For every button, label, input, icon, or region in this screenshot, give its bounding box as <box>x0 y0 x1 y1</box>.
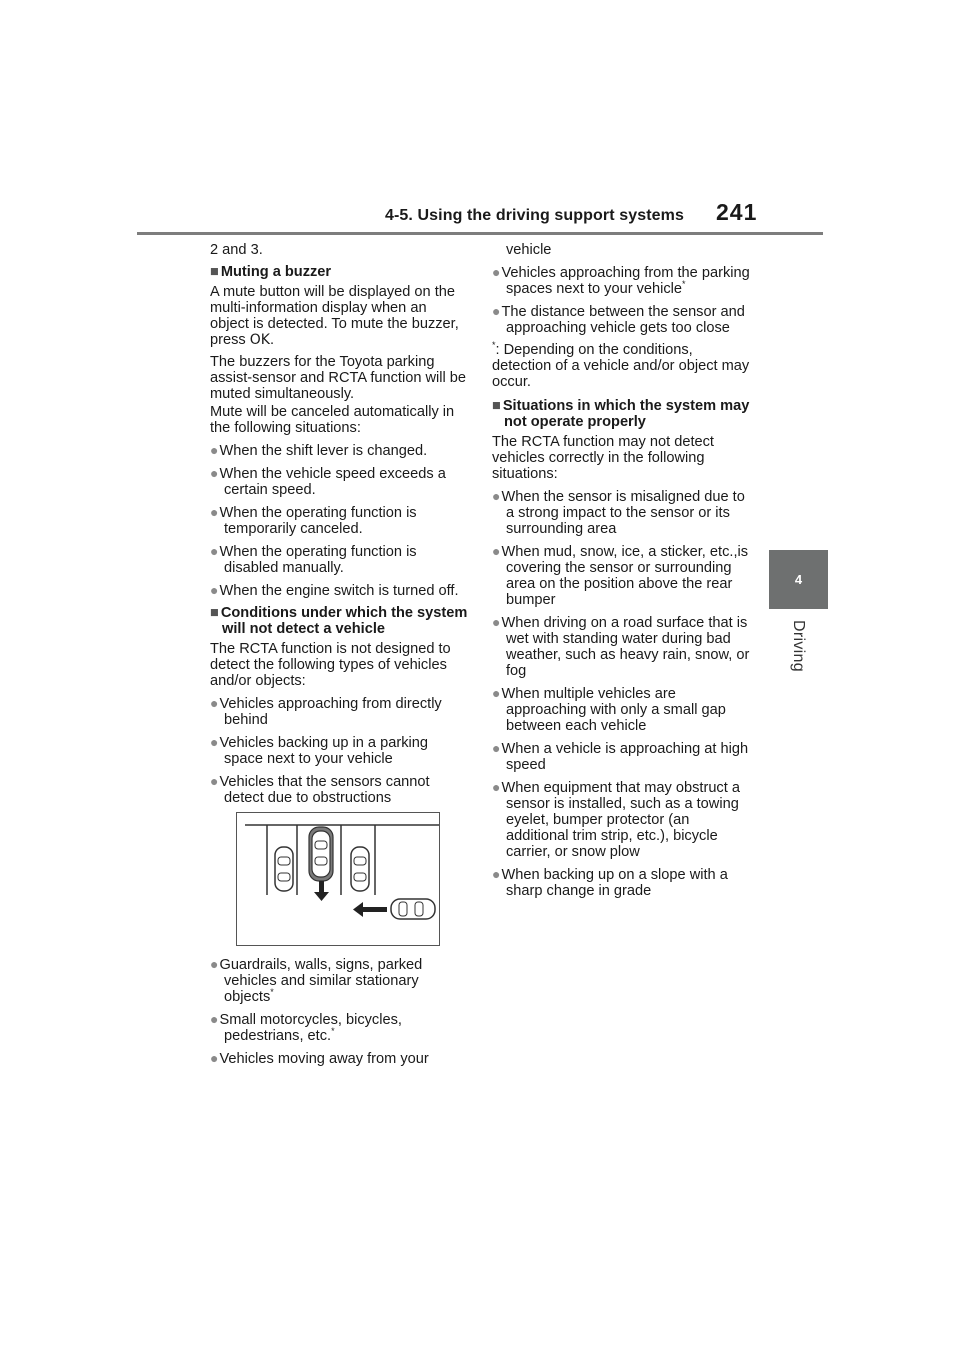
own-vehicle-icon <box>309 827 333 881</box>
list-item <box>210 543 468 576</box>
list-item-text: The distance between the sensor and approaching vehicle gets too close <box>501 304 745 336</box>
chapter-label: Driving <box>790 620 807 672</box>
list-item <box>210 956 468 1005</box>
circle-bullet-icon: ● <box>492 488 501 504</box>
circle-bullet-icon: ● <box>492 685 501 701</box>
list-item-text: When equipment that may obstruct a sensor is installed, such as a towing eyelet, bumper protector (an additional trim strip, etc.), bicycle carrier, or snow plow <box>501 780 740 860</box>
parking-diagram-icon <box>237 813 439 945</box>
list-item <box>210 773 468 806</box>
list-item-text: When backing up on a slope with a sharp change in grade <box>501 867 728 899</box>
list-item <box>492 614 750 679</box>
paragraph <box>210 284 468 348</box>
list-item <box>210 465 468 498</box>
circle-bullet-icon: ● <box>492 264 501 280</box>
list-item-text: When driving on a road surface that is wet with standing water during bad weather, such as heavy rain, snow, or fog <box>501 615 750 679</box>
footnote-mark: * <box>682 279 686 289</box>
list-item <box>210 1050 468 1067</box>
circle-bullet-icon: ● <box>210 504 219 520</box>
paragraph-text: A mute button will be displayed on the multi-information display when an object is detected. To mute the buzzer, press <box>210 284 459 348</box>
list-item-text: When multiple vehicles are approaching with only a small gap between each vehicle <box>501 686 726 734</box>
paragraph: The RCTA function is not designed to detect the following types of vehicles and/or objects: <box>210 641 451 689</box>
circle-bullet-icon: ● <box>492 866 501 882</box>
section-title: 4-5. Using the driving support systems <box>385 207 684 224</box>
square-marker-icon: ■ <box>492 398 501 414</box>
list-item <box>210 582 468 599</box>
ok-button-glyph: OK <box>249 332 270 348</box>
footnote-mark: * <box>492 340 496 350</box>
list-item-text: Small motorcycles, bicycles, pedestrians, etc. <box>219 1012 402 1044</box>
list-item-text: Vehicles approaching from directly behind <box>219 696 442 728</box>
list-item-text: Vehicles moving away from your <box>219 1051 429 1067</box>
list-item <box>210 734 468 767</box>
list-item <box>492 303 750 336</box>
paragraph: The buzzers for the Toyota parking assist-sensor and RCTA function will be muted simultaneously. <box>210 354 467 402</box>
circle-bullet-icon: ● <box>210 442 219 458</box>
paragraph: Mute will be canceled automatically in the following situations: <box>210 404 455 436</box>
list-item-text: When mud, snow, ice, a sticker, etc.,is covering the sensor or surrounding area on the position above the rear bumper <box>501 544 749 608</box>
circle-bullet-icon: ● <box>210 465 219 481</box>
list-item-text: When the engine switch is turned off. <box>219 583 459 599</box>
circle-bullet-icon: ● <box>210 956 219 972</box>
circle-bullet-icon: ● <box>492 740 501 756</box>
list-item <box>492 866 750 899</box>
section-heading <box>210 264 468 280</box>
section-heading <box>210 605 468 637</box>
section-heading <box>492 398 750 430</box>
circle-bullet-icon: ● <box>210 582 219 598</box>
chapter-tab[interactable] <box>769 550 828 609</box>
list-item <box>210 504 468 537</box>
circle-bullet-icon: ● <box>210 1011 219 1027</box>
heading-text: Situations in which the system may not operate properly <box>502 398 750 430</box>
page-number: 241 <box>716 199 758 225</box>
circle-bullet-icon: ● <box>210 773 219 789</box>
list-item <box>492 264 750 297</box>
heading-text: Conditions under which the system will not detect a vehicle <box>220 605 468 637</box>
list-item <box>492 685 750 734</box>
continuation-text: vehicle <box>506 242 552 258</box>
list-item <box>492 488 750 537</box>
list-item <box>492 779 750 860</box>
list-item-text: When the operating function is temporarily canceled. <box>219 505 417 537</box>
list-item-text: When the vehicle speed exceeds a certain speed. <box>219 466 446 498</box>
list-item-text: Vehicles approaching from the parking spaces next to your vehicle <box>501 265 750 297</box>
list-item-text: When the sensor is misaligned due to a strong impact to the sensor or its surrounding area <box>501 489 745 537</box>
circle-bullet-icon: ● <box>492 303 501 319</box>
heading-text: Muting a buzzer <box>220 264 332 280</box>
parked-car-icon <box>275 847 293 891</box>
approach-arrow-icon <box>353 902 387 917</box>
paragraph: The RCTA function may not detect vehicles correctly in the following situations: <box>492 434 714 482</box>
parked-car-icon <box>351 847 369 891</box>
list-item <box>210 1011 468 1044</box>
circle-bullet-icon: ● <box>492 614 501 630</box>
footnote-mark: * <box>270 987 274 997</box>
list-item <box>210 442 468 459</box>
circle-bullet-icon: ● <box>210 695 219 711</box>
circle-bullet-icon: ● <box>210 734 219 750</box>
list-item <box>210 695 468 728</box>
paragraph-text: . <box>269 332 275 348</box>
list-item <box>492 740 750 773</box>
circle-bullet-icon: ● <box>492 543 501 559</box>
list-item-text: Guardrails, walls, signs, parked vehicles and similar stationary objects <box>219 957 423 1005</box>
left-column <box>210 242 468 1073</box>
circle-bullet-icon: ● <box>210 1050 219 1066</box>
right-column <box>492 242 750 905</box>
list-item-text: When a vehicle is approaching at high speed <box>501 741 749 773</box>
continuation-text: 2 and 3. <box>210 242 263 258</box>
reverse-arrow-icon <box>314 881 329 901</box>
square-marker-icon: ■ <box>210 264 219 280</box>
parking-illustration <box>236 812 440 946</box>
square-marker-icon: ■ <box>210 605 219 621</box>
header-rule <box>137 232 823 235</box>
list-item-text: When the shift lever is changed. <box>219 443 428 459</box>
footnote <box>492 342 750 390</box>
circle-bullet-icon: ● <box>492 779 501 795</box>
circle-bullet-icon: ● <box>210 543 219 559</box>
list-item-text: Vehicles that the sensors cannot detect due to obstructions <box>219 774 430 806</box>
list-item-text: Vehicles backing up in a parking space next to your vehicle <box>219 735 428 767</box>
chapter-number: 4 <box>794 572 803 587</box>
list-item <box>492 543 750 608</box>
approaching-car-icon <box>391 899 435 919</box>
footnote-text: : Depending on the conditions, detection of a vehicle and/or object may occur. <box>492 342 750 390</box>
list-item-text: When the operating function is disabled manually. <box>219 544 417 576</box>
footnote-mark: * <box>331 1026 335 1036</box>
